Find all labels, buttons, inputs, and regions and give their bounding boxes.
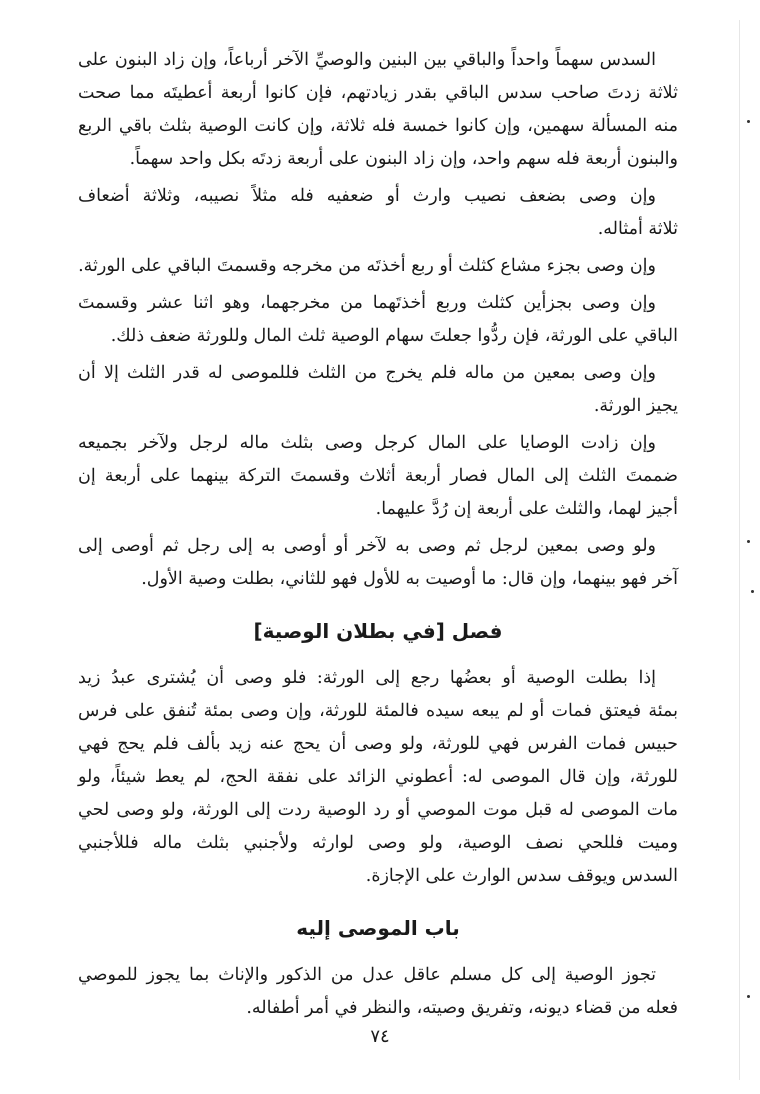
- text-line: وإن وصى بجزء مشاع كثلث أو ربع أخذتَه من مخرجه وقسمتَ الباقي على الورثة.: [78, 256, 656, 276]
- paragraph: [78, 530, 678, 596]
- text-line: ثلاثة زدتَ صاحب سدس الباقي بقدر زيادتهم، فإن كانوا أربعة أعطيتَه مما صحت: [78, 83, 678, 103]
- paragraph: [78, 287, 678, 353]
- paragraph: [78, 357, 678, 423]
- text-line: للورثة، وإن قال الموصى له: أعطوني الزائد على نفقة الحج، لم يعط شيئاً، ولو: [78, 767, 678, 787]
- text-line: حبيس فمات الفرس فهي للورثة، ولو وصى أن يحج عنه زيد بألف فلم يحج فهي: [78, 734, 678, 754]
- text-line: وإن وصى بضعف نصيب وارث أو ضعفيه فله مثلاً نصيبه، وثلاثة أضعاف: [78, 186, 656, 206]
- text-line: مات الموصى له قبل موت الموصي أو رد الوصية ردت إلى الورثة، ولو وصى لحي: [78, 800, 678, 820]
- text-line: الباقي على الورثة، فإن ردُّوا جعلتَ سهام الوصية ثلث المال وللورثة ضعف ذلك.: [110, 326, 678, 346]
- text-line: فعله من قضاء ديونه، وتفريق وصيته، والنظر في أمر أطفاله.: [246, 998, 678, 1018]
- text-line: السدس سهماً واحداً والباقي بين البنين والوصيِّ الآخر أرباعاً، وإن زاد البنون على: [78, 50, 656, 70]
- text-line: وإن زادت الوصايا على المال كرجل وصى بثلث ماله لرجل ولآخر بجميعه: [78, 433, 656, 453]
- text-line: بمئة فيعتق فمات أو لم يبعه سيده فالمئة للورثة، وإن وصى بمئة تُنفق على فرس: [78, 701, 678, 721]
- scan-speck: [747, 120, 750, 123]
- paragraph: [78, 427, 678, 526]
- text-line: السدس ويوقف سدس الوارث على الإجازة.: [365, 866, 678, 886]
- text-line: ثلاثة أمثاله.: [597, 219, 678, 239]
- text-line: يجيز الورثة.: [593, 396, 678, 416]
- scan-speck: [747, 995, 750, 998]
- text-line: أجيز لهما، والثلث على أربعة إن رُدَّ عليهما.: [375, 499, 678, 519]
- text-line: وإن وصى بمعين من ماله فلم يخرج من الثلث فللموصى له قدر الثلث إلا أن: [78, 363, 656, 383]
- text-line: وإن وصى بجزأين كثلث وربع أخذتَهما من مخرجهما، وهو اثنا عشر وقسمتَ: [78, 293, 656, 313]
- paragraph: [78, 180, 678, 246]
- paragraph: [78, 959, 678, 1025]
- section-heading: باب الموصى إليه: [296, 916, 460, 940]
- paragraph: [78, 250, 678, 283]
- paragraph: [78, 662, 678, 893]
- text-line: آخر فهو بينهما، وإن قال: ما أوصيت به للأول فهو للثاني، بطلت وصية الأول.: [141, 569, 678, 589]
- scan-speck: [747, 540, 750, 543]
- text-line: ضممتَ الثلث إلى المال فصار أربعة أثلاث وقسمتَ التركة بينهما على أربعة إن: [78, 466, 678, 486]
- paragraph: [78, 44, 678, 176]
- text-line: وميت فللحي نصف الوصية، ولو وصى لوارثه ولأجنبي بثلث ماله فللأجنبي: [78, 833, 678, 853]
- page-number: ٧٤: [370, 1026, 390, 1047]
- scan-speck: [751, 590, 754, 593]
- text-line: والبنون أربعة فله سهم واحد، وإن زاد البنون على أربعة زدتَه بكل واحد سهماً.: [129, 149, 678, 169]
- document-page: [78, 44, 678, 1029]
- text-line: منه المسألة سهمين، وإن كانوا خمسة فله ثلاثة، وإن كانت الوصية بثلث باقي الربع: [78, 116, 678, 136]
- text-line: ولو وصى بمعين لرجل ثم وصى به لآخر أو أوصى به إلى رجل ثم أوصى إلى: [78, 536, 656, 556]
- text-line: تجوز الوصية إلى كل مسلم عاقل عدل من الذكور والإناث بما يجوز للموصي: [78, 965, 656, 985]
- text-line: إذا بطلت الوصية أو بعضُها رجع إلى الورثة: فلو وصى أن يُشترى عبدُ زيد: [78, 668, 656, 688]
- section-heading: فصل [في بطلان الوصية]: [253, 619, 503, 643]
- scan-edge-line: [739, 20, 740, 1080]
